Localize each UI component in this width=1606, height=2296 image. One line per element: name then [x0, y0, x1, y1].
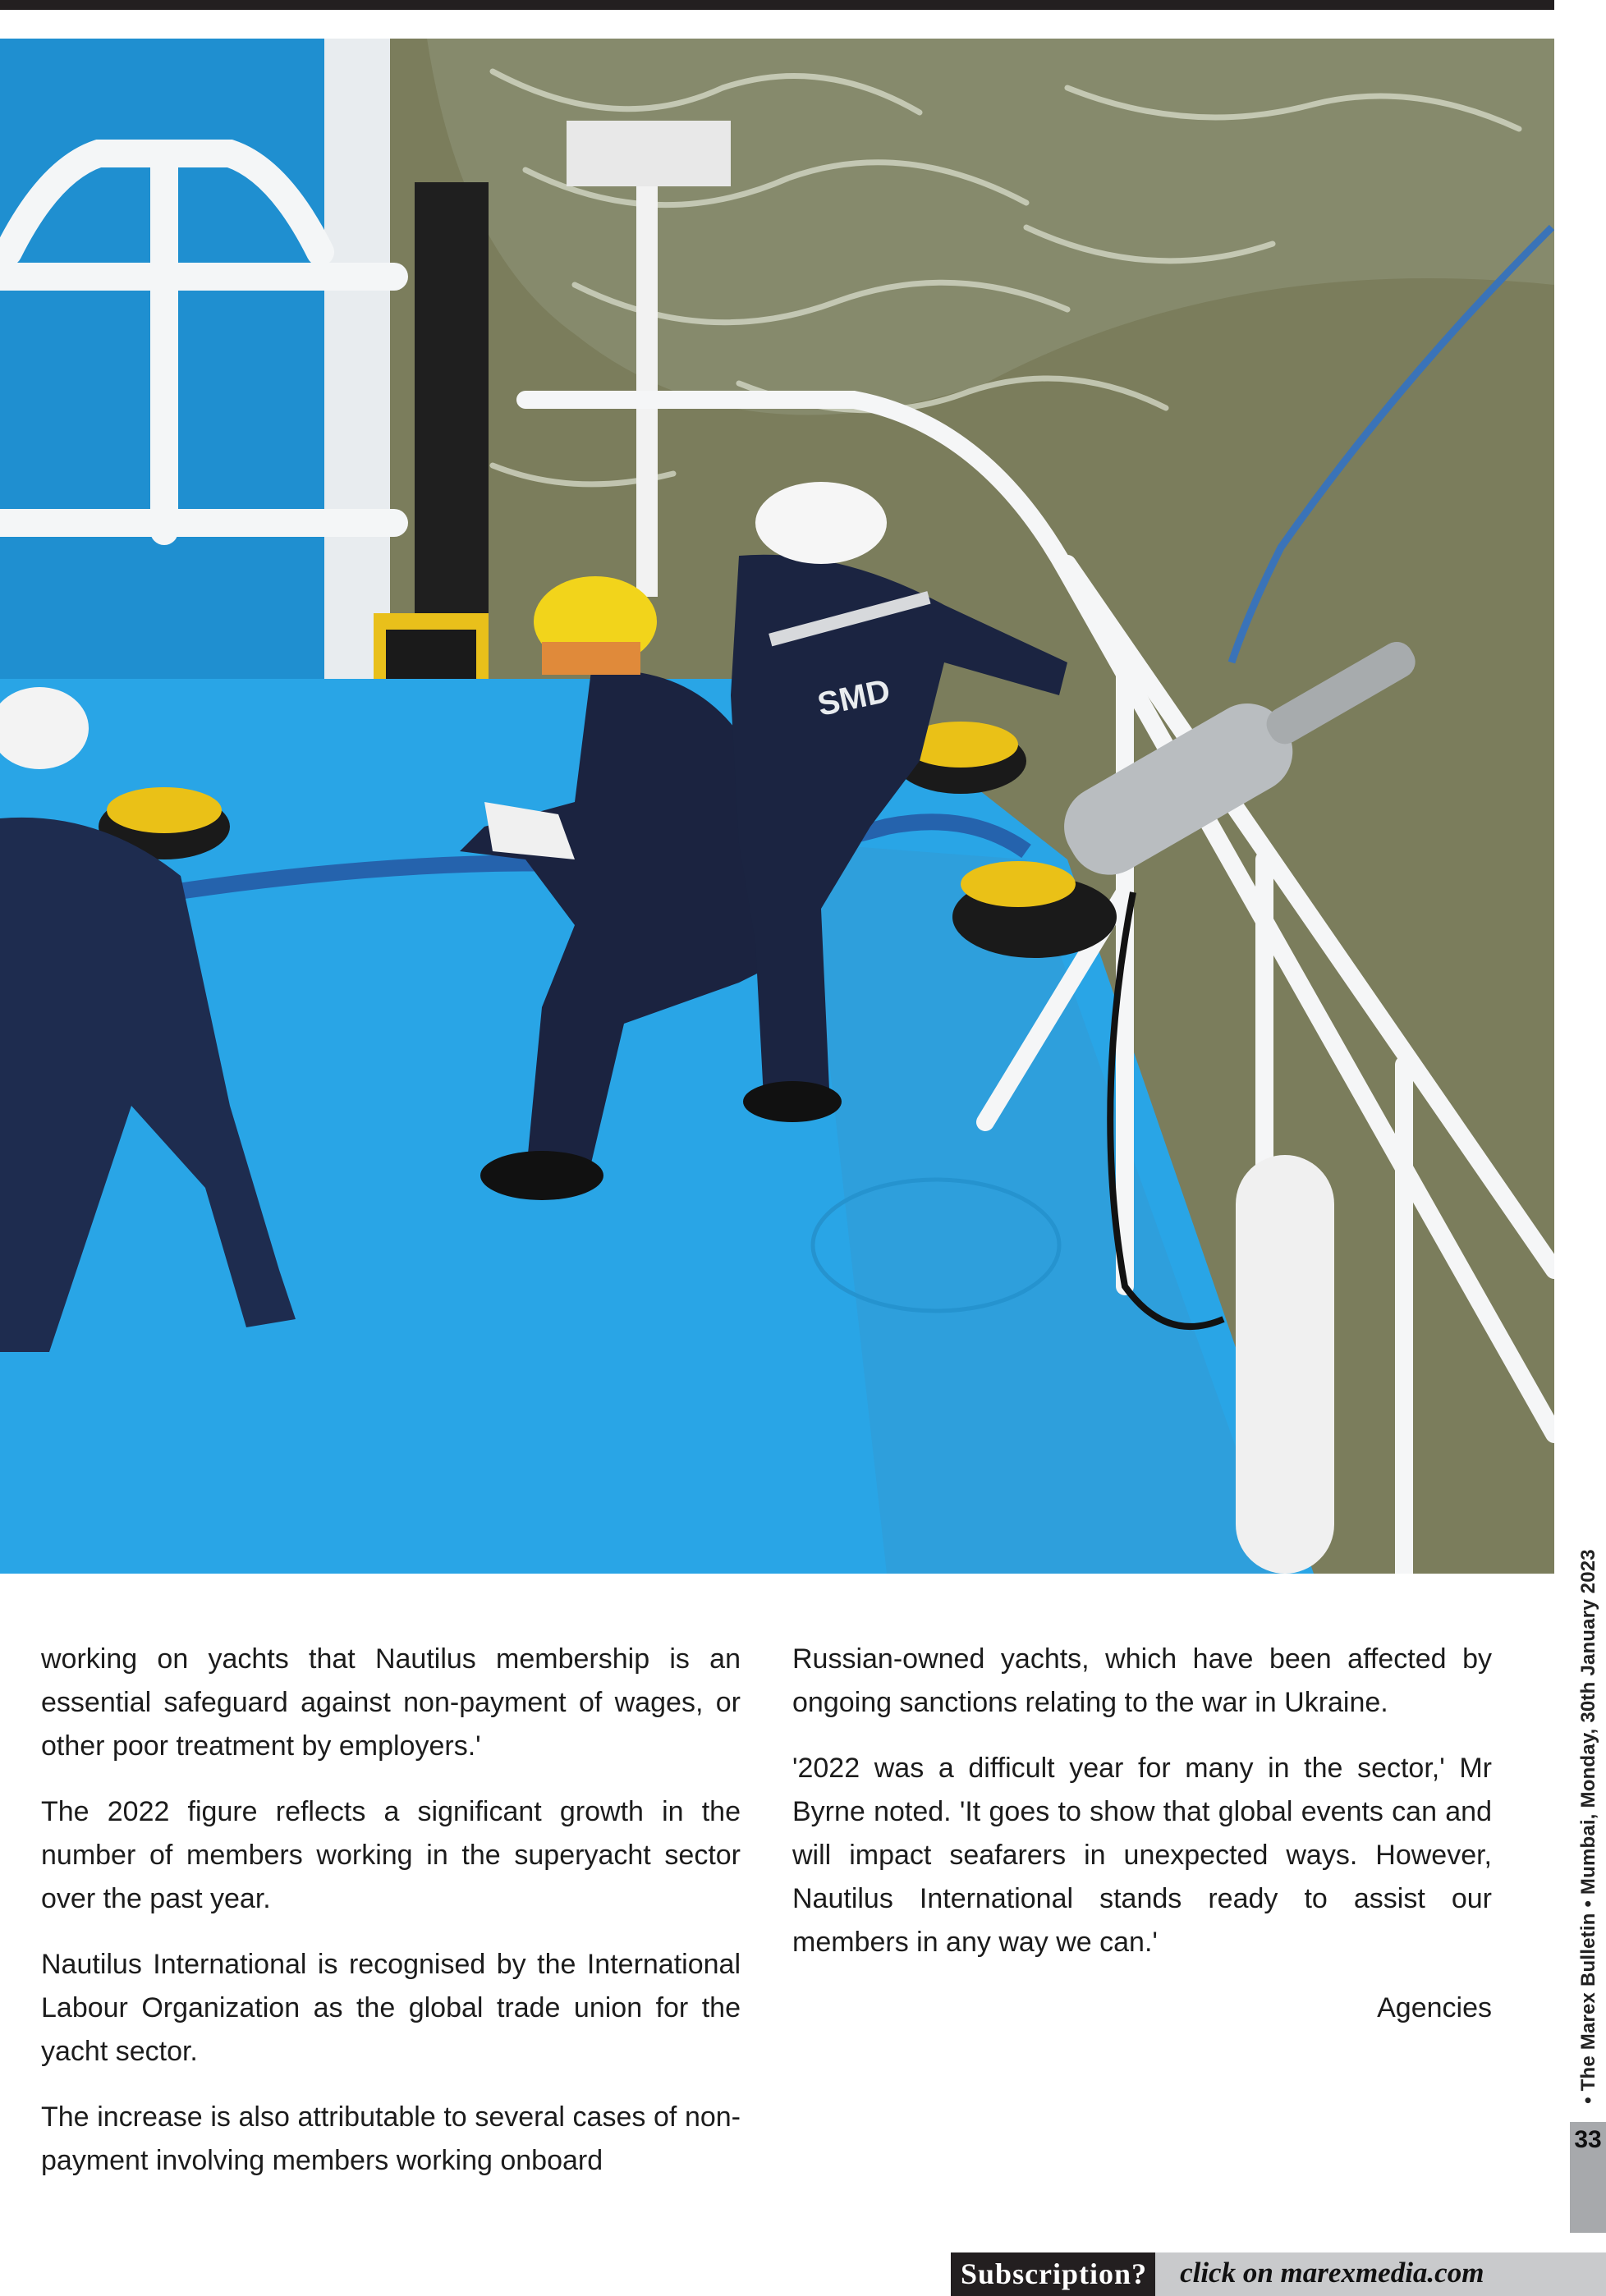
vest-logo-text: SMD — [814, 672, 894, 723]
top-rule — [0, 0, 1554, 10]
article-paragraph: '2022 was a difficult year for many in the sector,' Mr Byrne noted. 'It goes to show that global events can and will impact seafarers in unexpected ways. However, Nautilus International stands ready to assist our members in any way we can.' — [792, 1753, 1492, 1958]
article-photo — [0, 39, 1554, 1574]
article-paragraph: working on yachts that Nautilus membership is an essential safeguard against non-payment of wages, or other poor treatment by employers.' — [41, 1643, 741, 1762]
publication-sidebar — [1572, 1523, 1605, 2130]
article-paragraph: The increase is also attributable to several cases of non-payment involving members working onboard — [41, 2101, 741, 2176]
publication-dateline: • The Marex Bulletin • Mumbai, Monday, 30th January 2023 — [1577, 1549, 1599, 2104]
article-credit: Agencies — [1377, 1992, 1492, 2023]
ship-deck-illustration — [0, 39, 1554, 1574]
article-paragraph: The 2022 figure reflects a significant growth in the number of members working in the superyacht sector over the past year. — [41, 1796, 741, 1914]
subscription-banner[interactable] — [951, 2252, 1606, 2296]
article-column-right — [792, 1638, 1492, 2052]
article-column-left — [41, 1638, 741, 2205]
article-paragraph: Nautilus International is recognised by the International Labour Organization as the global trade union for the yacht sector. — [41, 1949, 741, 2067]
article-paragraph: Russian-owned yachts, which have been affected by ongoing sanctions relating to the war in Ukraine. — [792, 1643, 1492, 1718]
subscription-label: Subscription? — [951, 2252, 1155, 2296]
page-number: 33 — [1574, 2126, 1602, 2153]
subscription-link[interactable]: click on marexmedia.com — [1155, 2252, 1606, 2296]
